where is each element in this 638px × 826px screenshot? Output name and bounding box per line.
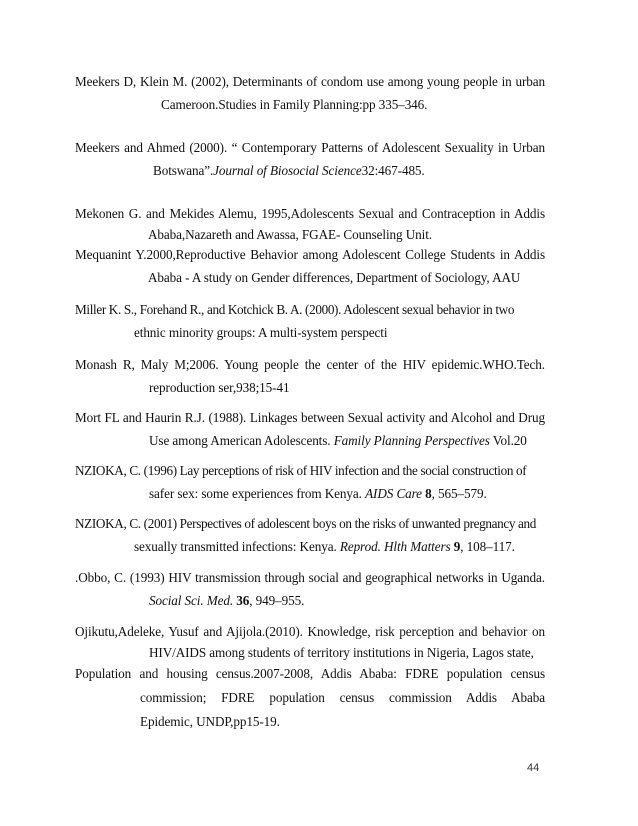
reference-line: Population and housing census.2007-2008, Addis Ababa: FDRE population census	[75, 666, 545, 681]
reference-line: sexually transmitted infections: Kenya. Reprod. Hlth Matters 9, 108–117.	[134, 539, 515, 554]
reference-line: Miller K. S., Forehand R., and Kotchick B. A. (2000). Adolescent sexual behavior in two	[75, 302, 515, 317]
reference-line: NZIOKA, C. (2001) Perspectives of adolescent boys on the risks of unwanted pregnancy and	[75, 516, 537, 531]
reference-line: HIV/AIDS among students of territory institutions in Nigeria, Lagos state,	[149, 645, 534, 660]
reference-line: Epidemic, UNDP,pp15-19.	[140, 714, 280, 729]
reference-line: Ababa - A study on Gender differences, Department of Sociology, AAU	[148, 270, 521, 285]
reference-line: Mequanint Y.2000,Reproductive Behavior among Adolescent College Students in Addis	[75, 247, 545, 262]
reference-line: ethnic minority groups: A multi-system perspecti	[134, 325, 388, 340]
reference-line: Cameroon.Studies in Family Planning:pp 335–346.	[161, 97, 428, 112]
reference-line: Monash R, Maly M;2006. Young people the center of the HIV epidemic.WHO.Tech.	[75, 357, 545, 372]
reference-line: Mekonen G. and Mekides Alemu, 1995,Adolescents Sexual and Contraception in Addis	[75, 206, 545, 221]
reference-line: Meekers and Ahmed (2000). “ Contemporary Patterns of Adolescent Sexuality in Urban	[75, 140, 545, 155]
reference-line: Social Sci. Med. 36, 949–955.	[149, 593, 305, 608]
reference-line: reproduction ser,938;15-41	[149, 380, 290, 395]
reference-line: Use among American Adolescents. Family Planning Perspectives Vol.20	[149, 433, 527, 448]
reference-line: Botswana”.Journal of Biosocial Science32:467-485.	[153, 163, 425, 178]
reference-line: .Obbo, C. (1993) HIV transmission through social and geographical networks in Uganda.	[75, 570, 545, 585]
reference-line: Meekers D, Klein M. (2002), Determinants of condom use among young people in urban	[75, 74, 545, 89]
reference-line: commission; FDRE population census commission Addis Ababa	[140, 690, 545, 705]
reference-line: Ababa,Nazareth and Awassa, FGAE- Counseling Unit.	[148, 227, 432, 242]
reference-line: safer sex: some experiences from Kenya. AIDS Care 8, 565–579.	[149, 486, 487, 501]
reference-line: NZIOKA, C. (1996) Lay perceptions of risk of HIV infection and the social construction of	[75, 463, 527, 478]
reference-line: Mort FL and Haurin R.J. (1988). Linkages between Sexual activity and Alcohol and Drug	[75, 410, 545, 425]
page-number: 44	[527, 762, 540, 774]
reference-line: Ojikutu,Adeleke, Yusuf and Ajijola.(2010). Knowledge, risk perception and behavior on	[75, 624, 545, 639]
